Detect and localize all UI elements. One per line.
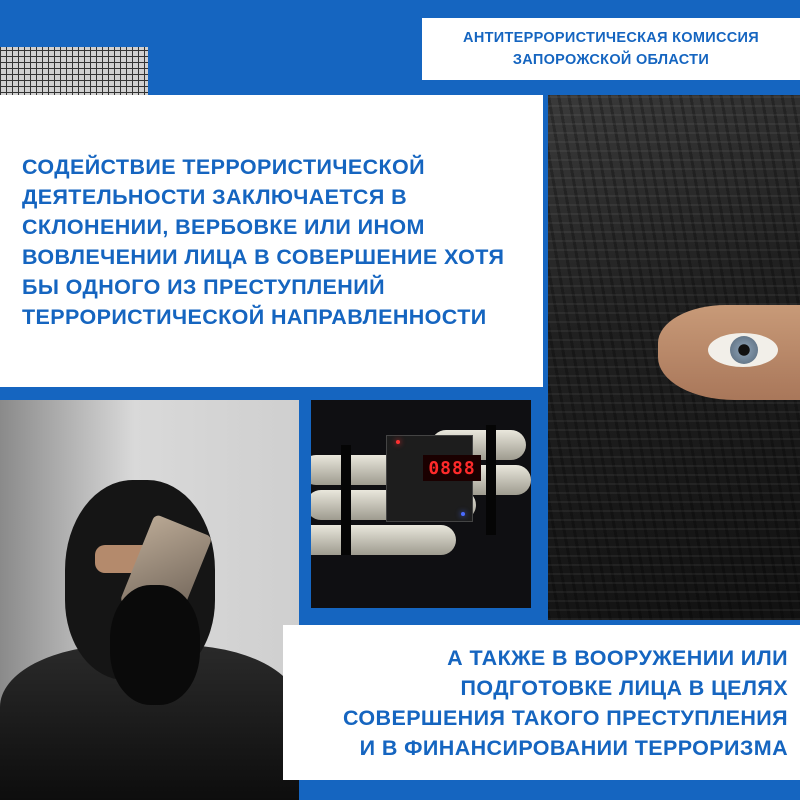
main-text-line: ТЕРРОРИСТИЧЕСКОЙ НАПРАВЛЕННОСТИ (22, 305, 487, 329)
main-text-line: БЫ ОДНОГО ИЗ ПРЕСТУПЛЕНИЙ (22, 275, 385, 299)
gloved-hand (110, 585, 200, 705)
time-bomb-photo (311, 400, 531, 608)
header-title-line-1: АНТИТЕРРОРИСТИЧЕСКАЯ КОМИССИЯ (463, 30, 759, 46)
header-box (422, 18, 800, 80)
header-title-line-2: ЗАПОРОЖСКОЙ ОБЛАСТИ (512, 52, 710, 68)
main-text-line: ВОВЛЕЧЕНИИ ЛИЦА В СОВЕРШЕНИЕ ХОТЯ (22, 245, 505, 269)
dynamite-stick (311, 525, 456, 555)
bottom-text (300, 643, 788, 763)
iris (730, 336, 758, 364)
eye (708, 333, 778, 367)
bottom-text-line: ПОДГОТОВКЕ ЛИЦА В ЦЕЛЯХ (460, 676, 788, 700)
bottom-text-line: СОВЕРШЕНИЯ ТАКОГО ПРЕСТУПЛЕНИЯ (343, 706, 788, 730)
bottom-text-line: А ТАКЖЕ В ВООРУЖЕНИИ ИЛИ (447, 646, 788, 670)
red-led (396, 440, 400, 444)
main-text-line: СКЛОНЕНИИ, ВЕРБОВКЕ ИЛИ ИНОМ (22, 215, 425, 239)
main-text (22, 152, 542, 332)
masked-eye-photo (548, 95, 800, 620)
blue-led (461, 512, 465, 516)
main-text-line: СОДЕЙСТВИЕ ТЕРРОРИСТИЧЕСКОЙ (22, 155, 425, 179)
black-tape (341, 445, 351, 555)
timer-display: 0888 (423, 455, 481, 481)
black-tape (486, 425, 496, 535)
masked-man-with-phone-photo (0, 400, 299, 800)
main-text-line: ДЕЯТЕЛЬНОСТИ ЗАКЛЮЧАЕТСЯ В (22, 185, 408, 209)
eye-opening (658, 305, 800, 400)
bottom-text-line: И В ФИНАНСИРОВАНИИ ТЕРРОРИЗМА (359, 736, 788, 760)
